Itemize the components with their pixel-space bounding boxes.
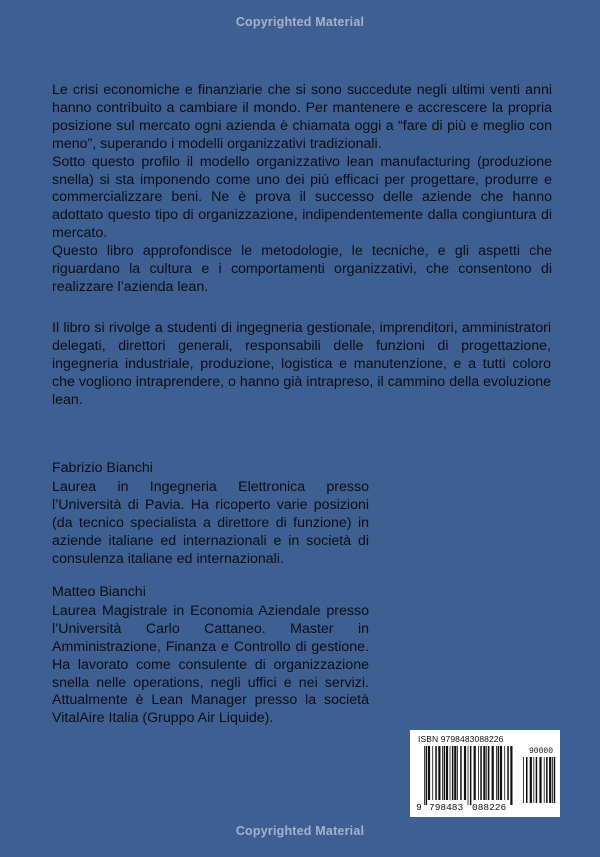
barcode-bar — [544, 757, 545, 803]
barcode-bar — [480, 746, 482, 800]
barcode-bar — [492, 746, 494, 800]
barcode-bar — [428, 746, 430, 800]
barcode-bar — [464, 746, 466, 800]
barcode-bar — [460, 746, 462, 800]
audience-paragraph: Il libro si rivolge a studenti di ingegneria gestionale, imprenditori, amministratori delegati, direttori generali, responsabili delle funzioni di progettazione, ingegneria industriale, produzione, logistica e manutenzione, e a tutti coloro che vogliono intraprendere, o hanno già intrapreso, il cammino della evoluzione lean. — [52, 320, 551, 408]
barcode-bar — [552, 757, 553, 803]
barcode-bar — [523, 757, 524, 803]
intro-text — [52, 82, 552, 297]
barcode-bar — [507, 746, 509, 800]
intro-paragraph: Sotto questo profilo il modello organizzativo lean manufacturing (produzione snella) si sta imponendo come uno dei più efficaci per progettare, produrre e commercializzare beni. Ne è prova il successo delle aziende che hanno adottato questo tipo di organizzazione, indipendentemente dalla congiuntura di mercato. — [52, 153, 552, 242]
barcode-bar — [549, 757, 551, 803]
isbn-barcode — [410, 730, 560, 817]
barcode-bar — [486, 746, 487, 800]
barcode-lead-digit: 9 — [416, 802, 422, 813]
barcode-digit-group-1: 798483 — [429, 802, 464, 813]
barcode-bar — [454, 746, 456, 800]
barcode-bar — [536, 757, 538, 803]
barcode-bar — [457, 746, 458, 800]
barcode-bar — [438, 746, 440, 800]
barcode-bar — [498, 746, 500, 800]
barcode-bar — [546, 757, 548, 803]
barcode-bar — [478, 746, 479, 800]
barcode-bar — [426, 746, 428, 805]
barcode-bar — [468, 746, 469, 805]
barcode-bar — [526, 757, 528, 803]
author-bio-1 — [52, 460, 369, 568]
watermark-bottom: Copyrighted Material — [235, 824, 365, 838]
barcode-bar — [424, 746, 425, 805]
author-bio: Laurea in Ingegneria Elettronica presso l’Università di Pavia. Ha ricoperto varie posizioni (da tecnico specialista a direttore di funzione) in aziende italiane ed internazionali e in società di consulenza italiane ed internazionali. — [52, 478, 369, 567]
barcode-bar — [500, 746, 502, 800]
barcode-bar — [442, 746, 443, 800]
intro-paragraph: Le crisi economiche e finanziarie che si sono succedute negli ultimi venti anni hanno contribuito a cambiare il mondo. Per mantenere e accrescere la propria posizione sul mercato ogni azienda è chiamata oggi a “fare di più e meglio con meno”, superando i modelli organizzativi tradizionali. — [52, 82, 552, 152]
barcode-bar — [474, 746, 476, 800]
barcode-bar — [432, 746, 433, 800]
barcode-bar — [450, 746, 451, 800]
barcode-bar — [483, 746, 485, 800]
barcode-bar — [435, 746, 437, 800]
barcode-bar — [504, 746, 505, 800]
barcode-bar — [530, 757, 532, 803]
author-bio: Laurea Magistrale in Economia Aziendale presso l’Università Carlo Cattaneo. Master in Amministrazione, Finanza e Controllo di gestione. Ha lavorato come consulente di organizzazione snella nelle operations, negli uffici e nei servizi. Attualmente è Lean Manager presso la società VitalAire Italia (Gruppo Air Liquide). — [52, 602, 369, 727]
barcode-bar — [554, 757, 556, 803]
barcode-bar — [533, 757, 534, 803]
price-code: 90000 — [529, 747, 554, 756]
barcode-bar — [470, 746, 472, 805]
barcode-bar — [510, 746, 512, 805]
barcode-bar — [444, 746, 446, 800]
intro-paragraph: Questo libro approfondisce le metodologie, le tecniche, e gli aspetti che riguardano la cultura e i comportamenti organizzativi, che consentono di realizzare l’azienda lean. — [52, 243, 552, 295]
barcode-bar — [539, 757, 541, 803]
watermark-top: Copyrighted Material — [235, 15, 365, 29]
barcode-bar — [452, 746, 454, 800]
isbn-label: ISBN 9798483088226 — [418, 734, 504, 744]
barcode-digit-group-2: 088226 — [472, 802, 507, 813]
barcode-bar — [446, 746, 448, 800]
author-bio-2 — [52, 584, 369, 728]
barcode-bar — [496, 746, 497, 800]
audience-text — [52, 320, 551, 410]
author-name: Matteo Bianchi — [52, 584, 146, 600]
author-name: Fabrizio Bianchi — [52, 460, 153, 476]
barcode-bar — [488, 746, 490, 800]
